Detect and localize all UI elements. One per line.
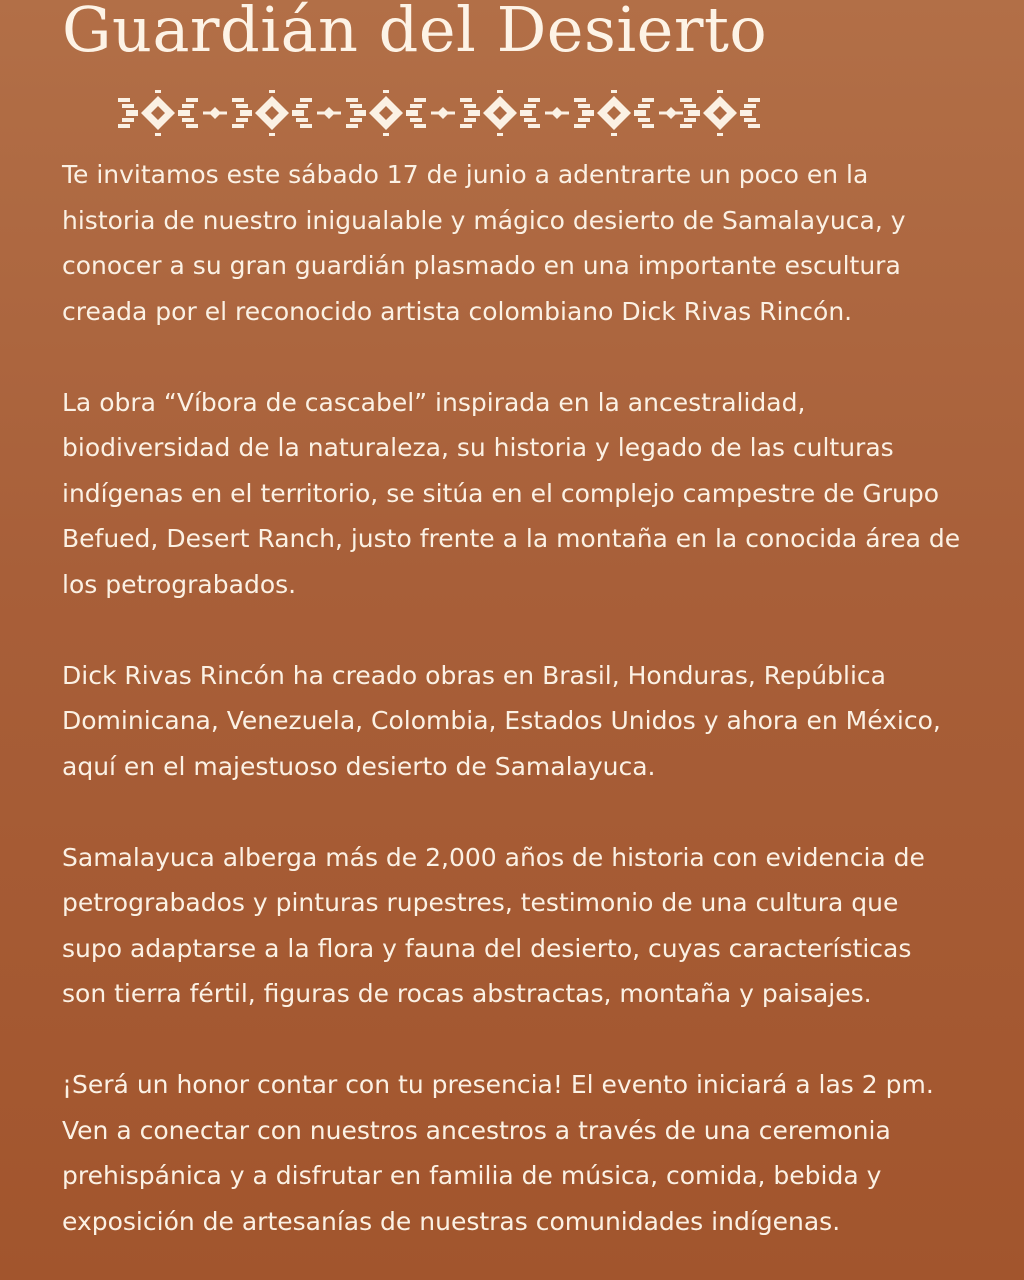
paragraph-invitation: Te invitamos este sábado 17 de junio a adentrarte un poco en la historia de nuestro inigualable y mágico desierto de Samalayuca, y conocer a su gran guardián plasmado en una importante escultura creada por el reconocido artista colombiano Dick Rivas Rincón. <box>62 160 906 326</box>
paragraph-history: Samalayuca alberga más de 2,000 años de historia con evidencia de petrograbados y pinturas rupestres, testimonio de una cultura que supo adaptarse a la flora y fauna del desierto, cuyas características son tierra fértil, figuras de rocas abstractas, montaña y paisajes. <box>62 842 925 1008</box>
paragraph-artist: Dick Rivas Rincón ha creado obras en Brasil, Honduras, República Dominicana, Venezuela, Colombia, Estados Unidos y ahora en México, aquí en el majestuoso desierto de Samalayuca. <box>62 660 941 781</box>
article-body <box>62 152 962 1280</box>
paragraph-event: ¡Será un honor contar con tu presencia! El evento iniciará a las 2 pm. Ven a conectar con nuestros ancestros a través de una ceremonia prehispánica y a disfrutar en familia de música, comida, bebida y exposición de artesanías de nuestras comunidades indígenas. <box>62 1070 934 1236</box>
southwestern-diamond-border-icon <box>112 84 764 142</box>
page-title: Guardián del Desierto <box>62 0 768 66</box>
paragraph-artwork: La obra “Víbora de cascabel” inspirada en la ancestralidad, biodiversidad de la naturaleza, su historia y legado de las culturas indígenas en el territorio, se sitúa en el complejo campestre de Grupo Befued, Desert Ranch, justo frente a la montaña en la conocida área de los petrograbados. <box>62 387 961 599</box>
